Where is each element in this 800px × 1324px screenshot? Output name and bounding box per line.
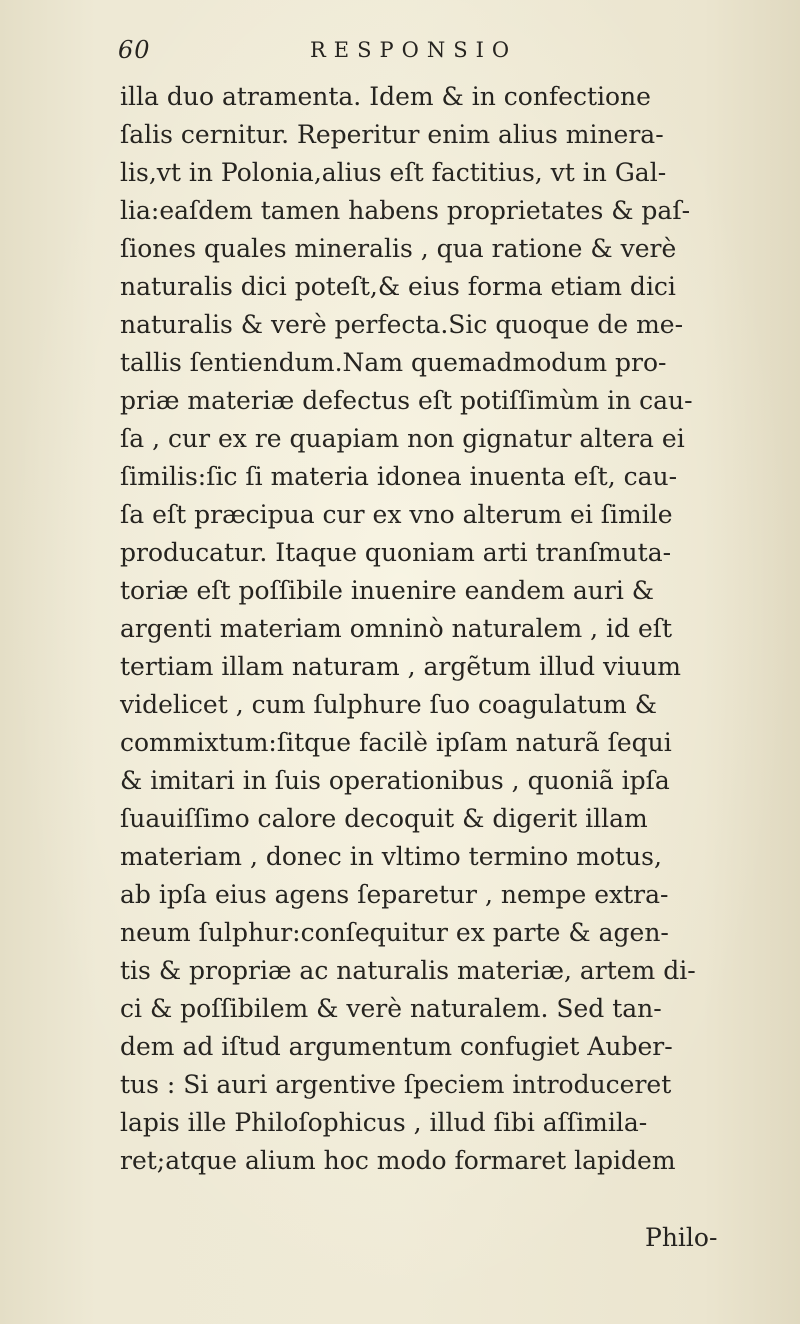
text-line: materiam , donec in vltimo termino motus, — [120, 842, 662, 871]
text-line: ſimilis:ſic ſi materia idonea inuenta eſt, cau- — [120, 462, 678, 491]
running-head — [0, 36, 800, 66]
text-line: ſiones quales mineralis , qua ratione & verè — [120, 234, 677, 263]
body-text — [120, 78, 720, 1180]
running-title: RESPONSIO — [310, 38, 518, 62]
text-line: ſuauiſſimo calore decoquit & digerit illam — [120, 804, 648, 833]
text-line: ci & poſſibilem & verè naturalem. Sed tan- — [120, 994, 662, 1023]
text-line: videlicet , cum ſulphure ſuo coagulatum & — [120, 690, 657, 719]
page-number: 60 — [118, 36, 151, 64]
text-line: ſa , cur ex re quapiam non gignatur altera ei — [120, 424, 685, 453]
text-line: commixtum:ſitque facilè ipſam naturã ſequi — [120, 728, 672, 757]
text-line: lapis ille Philoſophicus , illud ſibi aſſimila- — [120, 1108, 648, 1137]
text-line: toriæ eſt poſſibile inuenire eandem auri & — [120, 576, 655, 605]
text-line: neum ſulphur:conſequitur ex parte & agen- — [120, 918, 669, 947]
text-line: dem ad iſtud argumentum confugiet Auber- — [120, 1032, 673, 1061]
text-line: priæ materiæ defectus eſt potiſſimùm in cau- — [120, 386, 693, 415]
text-line: argenti materiam omninò naturalem , id eſt — [120, 614, 673, 643]
text-line: ret;atque alium hoc modo formaret lapidem — [120, 1146, 676, 1175]
text-line: tis & propriæ ac naturalis materiæ, artem di- — [120, 956, 696, 985]
text-line: ab ipſa eius agens ſeparetur , nempe extra- — [120, 880, 669, 909]
text-line: lia:eaſdem tamen habens proprietates & paſ- — [120, 196, 691, 225]
text-line: tertiam illam naturam , argẽtum illud viuum — [120, 652, 682, 681]
text-line: naturalis & verè perfecta.Sic quoque de me- — [120, 310, 684, 339]
text-line: lis,vt in Polonia,alius eſt factitius, vt in Gal- — [120, 158, 667, 187]
text-line: ſa eſt præcipua cur ex vno alterum ei ſimile — [120, 500, 673, 529]
text-line: illa duo atramenta. Idem & in confectione — [120, 82, 651, 111]
text-line: ſalis cernitur. Reperitur enim alius minera- — [120, 120, 664, 149]
text-line: & imitari in ſuis operationibus , quoniã ipſa — [120, 766, 670, 795]
text-line: tallis ſentiendum.Nam quemadmodum pro- — [120, 348, 667, 377]
text-line: tus : Si auri argentive ſpeciem introduceret — [120, 1070, 672, 1099]
text-line: naturalis dici poteſt,& eius forma etiam dici — [120, 272, 676, 301]
text-line: producatur. Itaque quoniam arti tranſmuta- — [120, 538, 672, 567]
catchword: Philo- — [645, 1223, 718, 1252]
